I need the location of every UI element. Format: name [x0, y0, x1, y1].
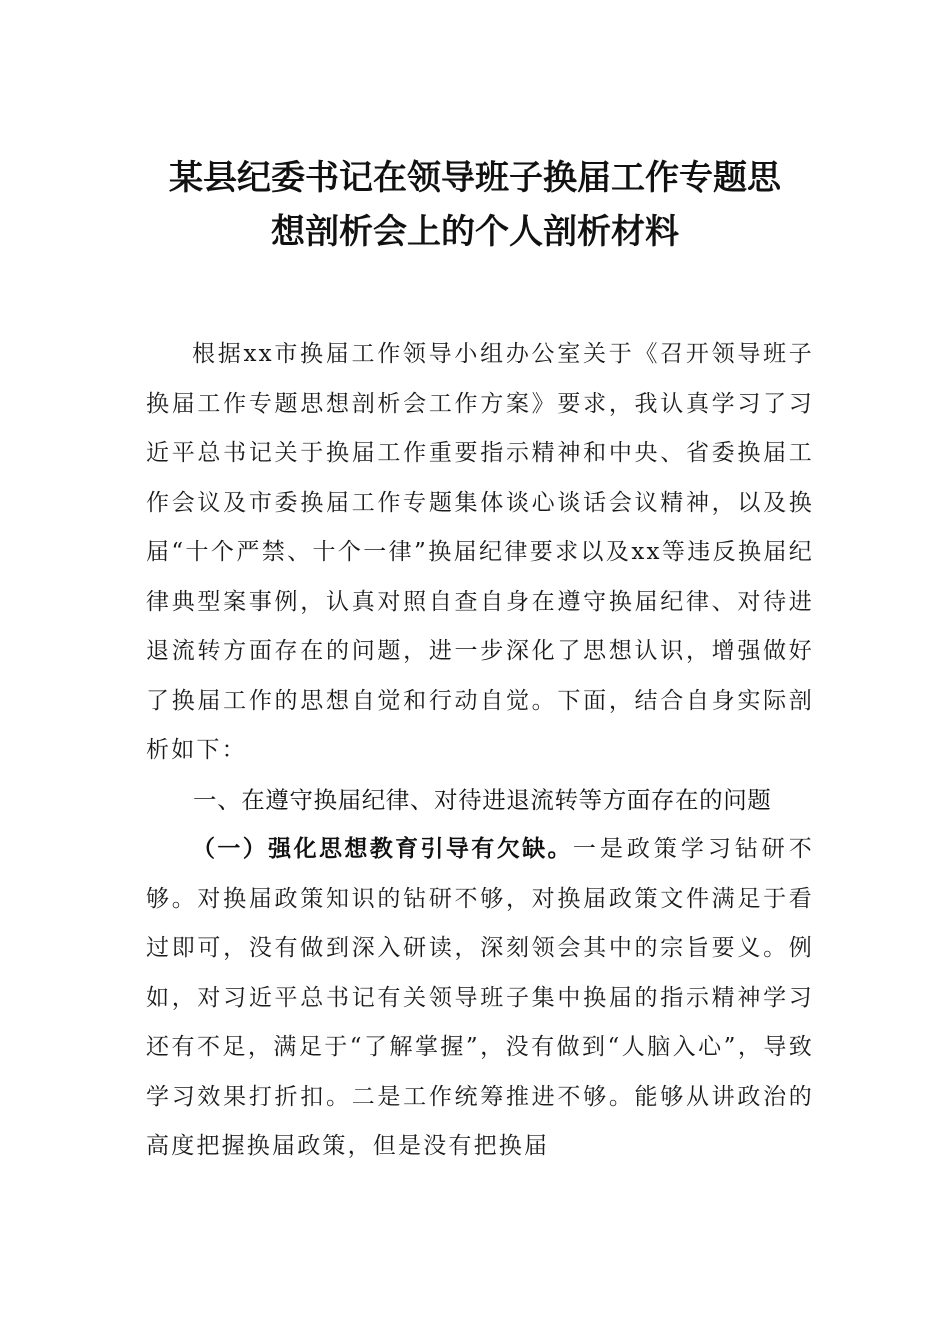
intro-paragraph: 根据xx市换届工作领导小组办公室关于《召开领导班子换届工作专题思想剖析会工作方案》要求，我认真学习了习近平总书记关于换届工作重要指示精神和中央、省委换届工作会议及市委换届工作专题集体谈心谈话会议精神，以及换届“十个严禁、十个一律”换届纪律要求以及xx等违反换届纪律典型案事例，认真对照自查自身在遵守换届纪律、对待进退流转方面存在的问题，进一步深化了思想认识，增强做好了换届工作的思想自觉和行动自觉。下面，结合自身实际剖析如下：: [146, 341, 814, 763]
subsection-1-heading: （一）强化思想教育引导有欠缺。: [192, 836, 573, 862]
document-title-line-2: 想剖析会上的个人剖析材料: [271, 212, 679, 252]
document-title-line-1: 某县纪委书记在领导班子换届工作专题思: [169, 158, 781, 198]
subsection-1-paragraph: [146, 825, 814, 1172]
subsection-1-text: 一是政策学习钻研不够。对换届政策知识的钻研不够，对换届政策文件满足于看过即可，没有做到深入研读，深刻领会其中的宗旨要义。例如，对习近平总书记有关领导班子集中换届的指示精神学习还有不足，满足于“了解掌握”，没有做到“人脑入心”，导致学习效果打折扣。二是工作统筹推进不够。能够从讲政治的高度把握换届政策，但是没有把换届: [146, 836, 815, 1159]
section-1-heading: 一、在遵守换届纪律、对待进退流转等方面存在的问题: [193, 785, 772, 814]
document-body: [146, 330, 814, 1172]
